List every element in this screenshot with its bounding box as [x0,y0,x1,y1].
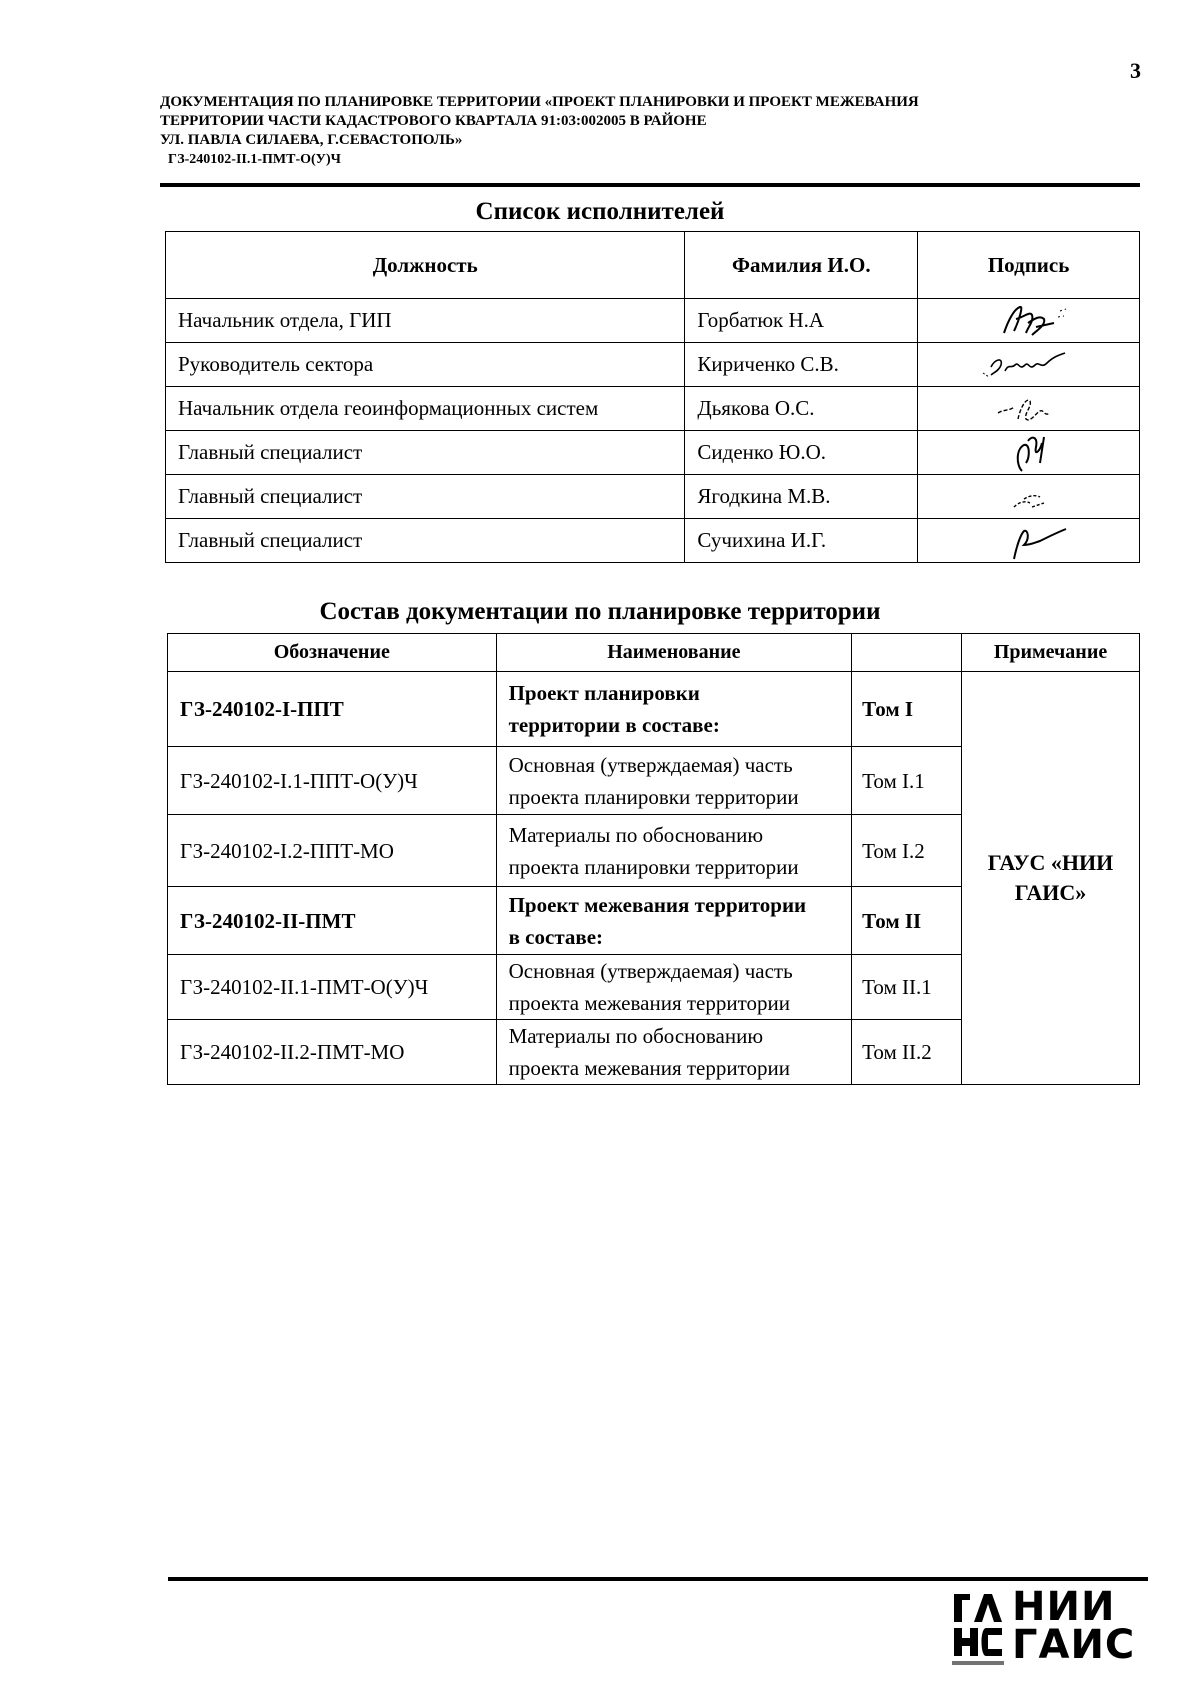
signature-cell [918,343,1140,387]
name-line: Проект планировки [508,681,700,705]
position-cell: Руководитель сектора [166,343,685,387]
position-cell: Главный специалист [166,475,685,519]
table-header-row [166,232,1140,299]
volume-cell: Том I [852,672,962,747]
table-row [166,299,1140,343]
nii-gais-logo [950,1584,1140,1668]
signature-image [974,301,1084,341]
name-line: проекта планировки территории [508,854,799,879]
name-cell: Сиденко Ю.О. [685,431,918,475]
documentation-title: Состав документации по планировке территории [319,598,881,625]
name-cell [496,955,852,1020]
name-cell [496,672,852,747]
signature-cell [918,299,1140,343]
page-number: 3 [1130,58,1141,83]
position-cell: Начальник отдела геоинформационных систем [166,387,685,431]
column-header-name: Фамилия И.О. [685,232,918,299]
name-line: в составе: [508,924,604,949]
name-cell [496,815,852,887]
column-header-name: Наименование [496,634,852,672]
document-header [160,93,1140,169]
header-line: УЛ. ПАВЛА СИЛАЕВА, Г.СЕВАСТОПОЛЬ» [160,132,463,148]
name-cell: Горбатюк Н.А [685,299,918,343]
table-header-row [168,634,1140,672]
signature-cell [918,431,1140,475]
performers-title: Список исполнителей [475,198,725,225]
signature-image [974,477,1084,517]
note-line: ГАУС «НИИ [987,850,1114,875]
table-row [166,387,1140,431]
note-cell [962,672,1140,1085]
column-header-volume [852,634,962,672]
name-cell: Ягодкина М.В. [685,475,918,519]
position-cell: Главный специалист [166,431,685,475]
name-line: Материалы по обоснованию [508,1024,764,1048]
column-header-code: Обозначение [168,634,497,672]
signature-image [969,345,1089,385]
table-row [166,519,1140,563]
signature-image [974,433,1084,473]
volume-cell: Том II.1 [852,955,962,1020]
name-line: территории в составе: [508,713,720,737]
position-cell: Главный специалист [166,519,685,563]
volume-cell: Том I.2 [852,815,962,887]
name-cell [496,1020,852,1085]
header-code: ГЗ-240102-II.1-ПМТ-О(У)Ч [168,152,341,167]
table-row [168,672,1140,747]
name-line: Основная (утверждаемая) часть [508,959,793,983]
column-header-signature: Подпись [918,232,1140,299]
logo-mark-icon [950,1588,1008,1668]
volume-cell: Том II.2 [852,1020,962,1085]
code-cell: ГЗ-240102-I.2-ППТ-МО [168,815,497,887]
name-cell: Сучихина И.Г. [685,519,918,563]
note-line: ГАИС» [1014,880,1087,905]
code-cell: ГЗ-240102-II.1-ПМТ-О(У)Ч [168,955,497,1020]
table-row [166,475,1140,519]
name-line: проекта межевания территории [508,1056,790,1080]
logo-line: НИИ [1012,1584,1116,1630]
signature-cell [918,387,1140,431]
position-cell: Начальник отдела, ГИП [166,299,685,343]
footer-divider [168,1577,1148,1581]
name-cell: Дьякова О.С. [685,387,918,431]
table-row [166,431,1140,475]
name-cell: Кириченко С.В. [685,343,918,387]
name-line: Основная (утверждаемая) часть [508,752,793,777]
signature-image [974,389,1084,429]
header-line: ДОКУМЕНТАЦИЯ ПО ПЛАНИРОВКЕ ТЕРРИТОРИИ «ПРОЕКТ ПЛАНИРОВКИ И ПРОЕКТ МЕЖЕВАНИЯ [160,94,919,110]
logo-line: ГАИС [1012,1622,1136,1668]
volume-cell: Том II [852,887,962,955]
volume-cell: Том I.1 [852,747,962,815]
name-cell [496,747,852,815]
signature-cell [918,475,1140,519]
signature-cell [918,519,1140,563]
code-cell: ГЗ-240102-II-ПМТ [168,887,497,955]
name-line: Проект межевания территории [508,892,807,917]
name-line: Материалы по обоснованию [508,822,764,847]
table-row [166,343,1140,387]
name-cell [496,887,852,955]
name-line: проекта планировки территории [508,784,799,809]
column-header-position: Должность [166,232,685,299]
documentation-table [167,633,1140,1085]
header-line: ТЕРРИТОРИИ ЧАСТИ КАДАСТРОВОГО КВАРТАЛА 91:03:002005 В РАЙОНЕ [160,113,707,129]
code-cell: ГЗ-240102-I-ППТ [168,672,497,747]
performers-table [165,231,1140,563]
logo-text [1012,1584,1136,1668]
signature-image [974,521,1084,561]
header-divider [160,183,1140,187]
name-line: проекта межевания территории [508,991,790,1015]
column-header-note: Примечание [962,634,1140,672]
code-cell: ГЗ-240102-I.1-ППТ-О(У)Ч [168,747,497,815]
code-cell: ГЗ-240102-II.2-ПМТ-МО [168,1020,497,1085]
